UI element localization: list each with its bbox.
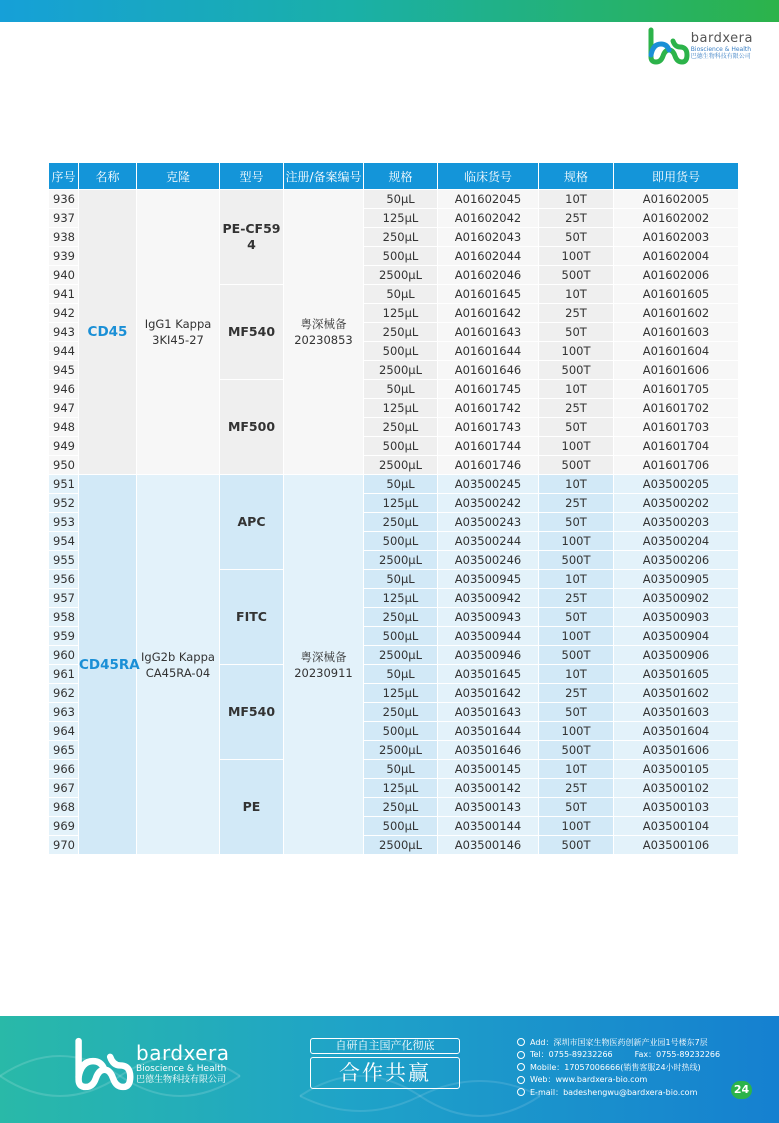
footer-logo (70, 1036, 230, 1092)
spec-cell: 2500μL (364, 551, 438, 570)
row-number: 947 (49, 399, 79, 418)
clinical-code-cell: A03501642 (438, 684, 539, 703)
ready-code-cell: A03500904 (614, 627, 739, 646)
type-label: MF540 (227, 324, 276, 339)
table-body (49, 190, 739, 855)
spec-cell: 50μL (364, 665, 438, 684)
ready-code-cell: A03501604 (614, 722, 739, 741)
clinical-code-cell: A03501643 (438, 703, 539, 722)
spec2-cell: 500T (539, 836, 614, 855)
brand-name: bardxera (690, 31, 753, 46)
type-label: PE (242, 799, 261, 814)
spec2-cell: 25T (539, 304, 614, 323)
ready-code-cell: A01601703 (614, 418, 739, 437)
ready-code-cell: A03501606 (614, 741, 739, 760)
contact-phone (517, 1049, 727, 1062)
spec2-cell: 50T (539, 418, 614, 437)
spec2-cell: 100T (539, 247, 614, 266)
spec-cell: 125μL (364, 779, 438, 798)
spec-cell: 500μL (364, 437, 438, 456)
col-header-name: 名称 (79, 163, 137, 190)
footer-brand-sub-en: Bioscience & Health (136, 1064, 227, 1074)
ready-code-cell: A03500105 (614, 760, 739, 779)
table-row (49, 475, 739, 494)
spec-cell: 250μL (364, 513, 438, 532)
product-table (48, 162, 739, 855)
registration-line: 粤深械备 (300, 317, 347, 331)
col-header-clone: 克隆 (137, 163, 220, 190)
ready-code-cell: A03500902 (614, 589, 739, 608)
clinical-code-cell: A01601644 (438, 342, 539, 361)
spec-cell: 2500μL (364, 646, 438, 665)
product-name-cell (79, 190, 137, 475)
ready-code-cell: A01601705 (614, 380, 739, 399)
spec2-cell: 50T (539, 513, 614, 532)
clinical-code-cell: A01601642 (438, 304, 539, 323)
ready-code-cell: A03500104 (614, 817, 739, 836)
product-name-cell (79, 475, 140, 855)
footer (0, 1016, 779, 1123)
ready-code-cell: A01601706 (614, 456, 739, 475)
clinical-code-cell: A01601742 (438, 399, 539, 418)
product-name: CD45 (87, 324, 128, 340)
clinical-code-cell: A03501644 (438, 722, 539, 741)
ready-code-cell: A03500102 (614, 779, 739, 798)
spec2-cell: 50T (539, 608, 614, 627)
location-icon (517, 1038, 525, 1046)
spec-cell: 2500μL (364, 361, 438, 380)
ready-code-cell: A01601704 (614, 437, 739, 456)
row-number: 955 (49, 551, 79, 570)
row-number: 943 (49, 323, 79, 342)
ready-code-cell: A03501605 (614, 665, 739, 684)
ready-code-cell: A01602004 (614, 247, 739, 266)
clinical-code-cell: A03500946 (438, 646, 539, 665)
clone-cell (137, 190, 220, 475)
col-header-no: 序号 (49, 163, 79, 190)
row-number: 965 (49, 741, 79, 760)
type-cell (220, 570, 284, 665)
registration-line: 20230911 (294, 665, 353, 680)
spec2-cell: 50T (539, 323, 614, 342)
registration-cell (284, 475, 364, 855)
type-cell (220, 475, 284, 570)
clinical-code-cell: A01601643 (438, 323, 539, 342)
footer-logo-mark-icon (70, 1036, 136, 1092)
row-number: 936 (49, 190, 79, 209)
row-number: 962 (49, 684, 79, 703)
row-number: 957 (49, 589, 79, 608)
web-icon (517, 1076, 525, 1084)
table-row (49, 190, 739, 209)
table-header-row (49, 163, 739, 190)
top-gradient-bar (0, 0, 779, 22)
spec2-cell: 10T (539, 285, 614, 304)
spec-cell: 500μL (364, 722, 438, 741)
spec-cell: 50μL (364, 760, 438, 779)
spec2-cell: 100T (539, 722, 614, 741)
col-header-clinical-code: 临床货号 (438, 163, 539, 190)
clinical-code-cell: A03500145 (438, 760, 539, 779)
spec2-cell: 500T (539, 551, 614, 570)
spec-cell: 125μL (364, 304, 438, 323)
slogan (310, 1038, 460, 1089)
contact-info (517, 1036, 727, 1099)
spec-cell: 250μL (364, 703, 438, 722)
type-cell (220, 380, 284, 475)
row-number: 956 (49, 570, 79, 589)
row-number: 958 (49, 608, 79, 627)
ready-code-cell: A03500903 (614, 608, 739, 627)
spec2-cell: 10T (539, 380, 614, 399)
spec2-cell: 100T (539, 532, 614, 551)
footer-brand-sub-cn: 巴德生物科技有限公司 (136, 1075, 227, 1085)
spec2-cell: 50T (539, 703, 614, 722)
type-label: MF500 (227, 419, 276, 434)
row-number: 964 (49, 722, 79, 741)
registration-line: 20230853 (294, 333, 353, 347)
ready-code-cell: A01601606 (614, 361, 739, 380)
spec2-cell: 50T (539, 798, 614, 817)
spec2-cell: 100T (539, 437, 614, 456)
clinical-code-cell: A01601646 (438, 361, 539, 380)
ready-code-cell: A01601605 (614, 285, 739, 304)
spec-cell: 2500μL (364, 266, 438, 285)
spec2-cell: 500T (539, 266, 614, 285)
phone-icon (517, 1051, 525, 1059)
row-number: 967 (49, 779, 79, 798)
clinical-code-cell: A03500944 (438, 627, 539, 646)
row-number: 951 (49, 475, 79, 494)
spec-cell: 125μL (364, 399, 438, 418)
email-link[interactable]: E-mail：badeshengwu@bardxera-bio.com (530, 1087, 698, 1097)
clinical-code-cell: A03500143 (438, 798, 539, 817)
type-label: APC (237, 514, 266, 529)
row-number: 953 (49, 513, 79, 532)
row-number: 952 (49, 494, 79, 513)
spec2-cell: 25T (539, 589, 614, 608)
row-number: 946 (49, 380, 79, 399)
ready-code-cell: A03500206 (614, 551, 739, 570)
slogan-top: 自研自主国产化彻底 (310, 1038, 460, 1054)
spec2-cell: 10T (539, 475, 614, 494)
spec2-cell: 25T (539, 209, 614, 228)
clinical-code-cell: A01602044 (438, 247, 539, 266)
ready-code-cell: A01601603 (614, 323, 739, 342)
email-icon (517, 1088, 525, 1096)
row-number: 940 (49, 266, 79, 285)
tel-text: Tel：0755-89232266 (530, 1050, 613, 1060)
ready-code-cell: A01602006 (614, 266, 739, 285)
row-number: 942 (49, 304, 79, 323)
clinical-code-cell: A03500945 (438, 570, 539, 589)
row-number: 966 (49, 760, 79, 779)
clone-line: IgG1 Kappa (144, 317, 212, 331)
row-number: 941 (49, 285, 79, 304)
clinical-code-cell: A01602042 (438, 209, 539, 228)
clinical-code-cell: A03500146 (438, 836, 539, 855)
clinical-code-cell: A01601743 (438, 418, 539, 437)
row-number: 937 (49, 209, 79, 228)
spec-cell: 500μL (364, 342, 438, 361)
address-text: Add：深圳市国家生物医药创新产业园1号楼东7层 (530, 1037, 708, 1047)
row-number: 968 (49, 798, 79, 817)
type-label: FITC (236, 609, 267, 624)
clinical-code-cell: A03500142 (438, 779, 539, 798)
spec2-cell: 10T (539, 190, 614, 209)
brand-sub-cn: 巴德生物科技有限公司 (690, 53, 751, 60)
ready-code-cell: A03501602 (614, 684, 739, 703)
mobile-text: Mobile：17057006666(销售客服24小时热线) (530, 1062, 701, 1072)
spec-cell: 250μL (364, 798, 438, 817)
spec2-cell: 25T (539, 779, 614, 798)
row-number: 950 (49, 456, 79, 475)
spec2-cell: 100T (539, 817, 614, 836)
row-number: 948 (49, 418, 79, 437)
clinical-code-cell: A01602046 (438, 266, 539, 285)
ready-code-cell: A03500202 (614, 494, 739, 513)
clinical-code-cell: A03501645 (438, 665, 539, 684)
spec-cell: 50μL (364, 380, 438, 399)
spec-cell: 500μL (364, 247, 438, 266)
clinical-code-cell: A01601744 (438, 437, 539, 456)
ready-code-cell: A03500106 (614, 836, 739, 855)
registration-line: 粤深械备 (300, 649, 347, 664)
product-name: CD45RA (79, 656, 140, 673)
registration-cell (284, 190, 364, 475)
spec-cell: 125μL (364, 209, 438, 228)
mobile-icon (517, 1063, 525, 1071)
clinical-code-cell: A03500942 (438, 589, 539, 608)
clinical-code-cell: A03500943 (438, 608, 539, 627)
spec-cell: 50μL (364, 570, 438, 589)
clinical-code-cell: A01601745 (438, 380, 539, 399)
brand-sub-en: Bioscience & Health (690, 46, 752, 53)
clinical-code-cell: A03500245 (438, 475, 539, 494)
spec2-cell: 50T (539, 228, 614, 247)
col-header-spec: 规格 (364, 163, 438, 190)
clinical-code-cell: A01601746 (438, 456, 539, 475)
ready-code-cell: A01601602 (614, 304, 739, 323)
spec2-cell: 10T (539, 760, 614, 779)
page-number-badge: 24 (731, 1081, 752, 1099)
spec-cell: 250μL (364, 323, 438, 342)
spec2-cell: 500T (539, 361, 614, 380)
spec-cell: 2500μL (364, 456, 438, 475)
spec-cell: 2500μL (364, 741, 438, 760)
spec-cell: 250μL (364, 228, 438, 247)
ready-code-cell: A03500204 (614, 532, 739, 551)
row-number: 938 (49, 228, 79, 247)
spec-cell: 250μL (364, 418, 438, 437)
ready-code-cell: A01601702 (614, 399, 739, 418)
clinical-code-cell: A03500246 (438, 551, 539, 570)
row-number: 961 (49, 665, 79, 684)
slogan-main: 合作共赢 (310, 1057, 460, 1089)
type-cell (220, 665, 284, 760)
clinical-code-cell: A01602045 (438, 190, 539, 209)
clinical-code-cell: A01602043 (438, 228, 539, 247)
spec-cell: 250μL (364, 608, 438, 627)
spec2-cell: 100T (539, 627, 614, 646)
contact-address (517, 1036, 727, 1049)
spec-cell: 125μL (364, 589, 438, 608)
ready-code-cell: A01601604 (614, 342, 739, 361)
spec2-cell: 500T (539, 456, 614, 475)
spec2-cell: 10T (539, 665, 614, 684)
type-label: MF540 (227, 704, 276, 719)
col-header-type: 型号 (220, 163, 284, 190)
clinical-code-cell: A03500244 (438, 532, 539, 551)
type-label: PE-CF594 (222, 221, 281, 252)
spec-cell: 500μL (364, 817, 438, 836)
row-number: 939 (49, 247, 79, 266)
row-number: 960 (49, 646, 79, 665)
spec-cell: 500μL (364, 627, 438, 646)
row-number: 949 (49, 437, 79, 456)
spec2-cell: 500T (539, 646, 614, 665)
ready-code-cell: A03500205 (614, 475, 739, 494)
web-link[interactable]: Web：www.bardxera-bio.com (530, 1075, 648, 1085)
clone-line: 3KI45-27 (152, 333, 204, 347)
ready-code-cell: A03500905 (614, 570, 739, 589)
spec2-cell: 10T (539, 570, 614, 589)
row-number: 963 (49, 703, 79, 722)
clinical-code-cell: A03501646 (438, 741, 539, 760)
spec-cell: 50μL (364, 285, 438, 304)
spec-cell: 125μL (364, 494, 438, 513)
row-number: 969 (49, 817, 79, 836)
col-header-registration: 注册/备案编号 (284, 163, 364, 190)
clinical-code-cell: A03500243 (438, 513, 539, 532)
contact-web (517, 1074, 727, 1087)
spec2-cell: 100T (539, 342, 614, 361)
contact-email (517, 1086, 727, 1099)
clinical-code-cell: A01601645 (438, 285, 539, 304)
type-cell (220, 190, 284, 285)
ready-code-cell: A01602002 (614, 209, 739, 228)
ready-code-cell: A03500203 (614, 513, 739, 532)
spec-cell: 2500μL (364, 836, 438, 855)
row-number: 970 (49, 836, 79, 855)
bardxera-logo-mark-icon (645, 27, 691, 65)
row-number: 954 (49, 532, 79, 551)
clinical-code-cell: A03500144 (438, 817, 539, 836)
col-header-spec-2: 规格 (539, 163, 614, 190)
fax-text: Fax：0755-89232266 (634, 1050, 721, 1060)
clinical-code-cell: A03500242 (438, 494, 539, 513)
type-cell (220, 760, 284, 855)
ready-code-cell: A01602005 (614, 190, 739, 209)
spec2-cell: 25T (539, 684, 614, 703)
row-number: 945 (49, 361, 79, 380)
spec-cell: 50μL (364, 190, 438, 209)
clone-cell (137, 475, 220, 855)
col-header-ready-code: 即用货号 (614, 163, 739, 190)
spec2-cell: 25T (539, 399, 614, 418)
spec-cell: 500μL (364, 532, 438, 551)
ready-code-cell: A03500103 (614, 798, 739, 817)
spec-cell: 50μL (364, 475, 438, 494)
spec-cell: 125μL (364, 684, 438, 703)
row-number: 944 (49, 342, 79, 361)
type-cell (220, 285, 284, 380)
spec2-cell: 500T (539, 741, 614, 760)
ready-code-cell: A03500906 (614, 646, 739, 665)
spec2-cell: 25T (539, 494, 614, 513)
contact-mobile (517, 1061, 727, 1074)
ready-code-cell: A01602003 (614, 228, 739, 247)
clone-line: CA45RA-04 (145, 665, 211, 680)
ready-code-cell: A03501603 (614, 703, 739, 722)
header-logo (645, 27, 753, 65)
row-number: 959 (49, 627, 79, 646)
clone-line: IgG2b Kappa (141, 649, 215, 664)
footer-brand-name: bardxera (136, 1041, 230, 1065)
